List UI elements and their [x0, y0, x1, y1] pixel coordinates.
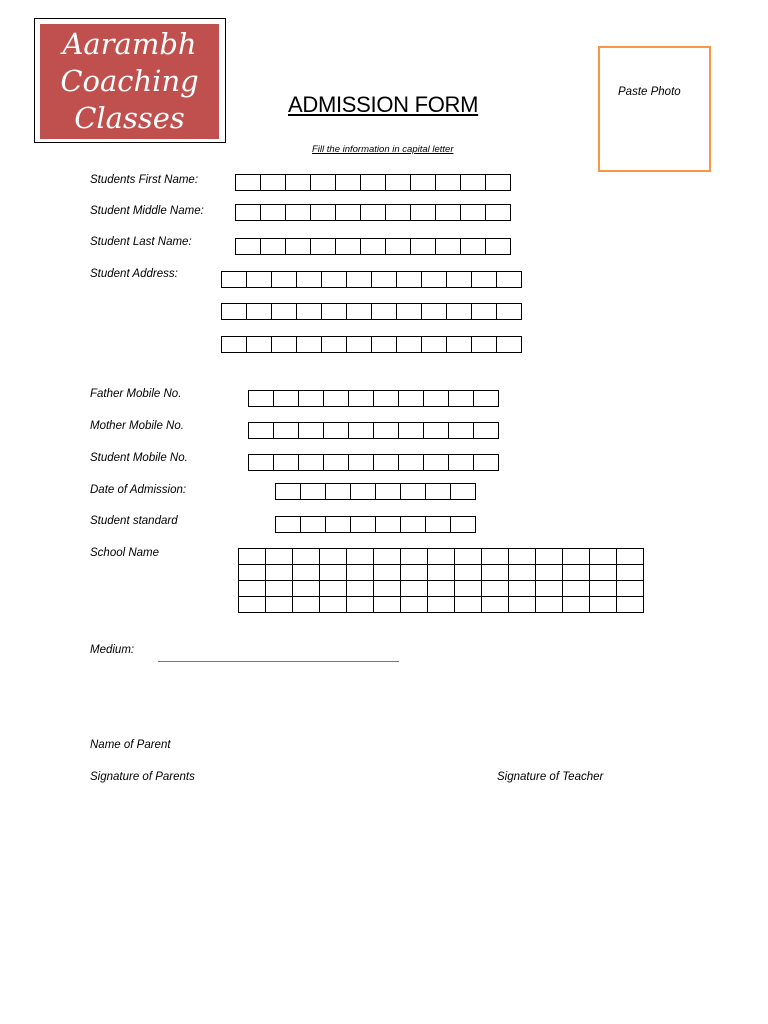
- char-box[interactable]: [373, 422, 399, 439]
- logo-line-2: Coaching: [60, 64, 199, 98]
- grid-cell[interactable]: [266, 597, 293, 613]
- char-box[interactable]: [485, 238, 511, 255]
- grid-cell[interactable]: [590, 549, 617, 565]
- char-box[interactable]: [371, 271, 397, 288]
- char-box[interactable]: [348, 422, 374, 439]
- char-box[interactable]: [421, 271, 447, 288]
- char-box[interactable]: [260, 174, 286, 191]
- char-box[interactable]: [496, 336, 522, 353]
- char-box[interactable]: [400, 483, 426, 500]
- school-name-label: School Name: [90, 547, 160, 559]
- char-box[interactable]: [435, 204, 461, 221]
- char-box[interactable]: [298, 422, 324, 439]
- char-box[interactable]: [373, 390, 399, 407]
- last-name-label: Student Last Name:: [90, 236, 192, 248]
- logo: [40, 24, 219, 139]
- first-name-label: Students First Name:: [90, 174, 199, 186]
- char-box[interactable]: [360, 238, 386, 255]
- address-label: Student Address:: [90, 268, 178, 280]
- char-box[interactable]: [346, 303, 372, 320]
- char-box[interactable]: [298, 454, 324, 471]
- char-box[interactable]: [298, 390, 324, 407]
- char-box[interactable]: [350, 483, 376, 500]
- grid-cell[interactable]: [320, 565, 347, 581]
- char-box[interactable]: [275, 483, 301, 500]
- grid-cell[interactable]: [320, 549, 347, 565]
- grid-cell[interactable]: [482, 549, 509, 565]
- grid-cell[interactable]: [320, 581, 347, 597]
- char-box[interactable]: [221, 336, 247, 353]
- char-box[interactable]: [346, 336, 372, 353]
- char-box[interactable]: [300, 483, 326, 500]
- grid-cell[interactable]: [401, 581, 428, 597]
- char-box[interactable]: [385, 204, 411, 221]
- char-box[interactable]: [300, 516, 326, 533]
- grid-cell[interactable]: [482, 597, 509, 613]
- grid-cell[interactable]: [347, 597, 374, 613]
- grid-cell[interactable]: [266, 565, 293, 581]
- grid-cell[interactable]: [401, 549, 428, 565]
- char-box[interactable]: [446, 303, 472, 320]
- char-box[interactable]: [423, 422, 449, 439]
- char-box[interactable]: [325, 516, 351, 533]
- char-box[interactable]: [271, 336, 297, 353]
- char-box[interactable]: [310, 174, 336, 191]
- last-name-boxes[interactable]: [235, 238, 511, 255]
- char-box[interactable]: [273, 390, 299, 407]
- grid-cell[interactable]: [347, 549, 374, 565]
- grid-cell[interactable]: [347, 565, 374, 581]
- char-box[interactable]: [385, 238, 411, 255]
- char-box[interactable]: [335, 204, 361, 221]
- logo-line-1: Aarambh: [62, 27, 197, 61]
- grid-cell[interactable]: [266, 549, 293, 565]
- logo-line-3: Classes: [74, 101, 185, 135]
- grid-cell[interactable]: [239, 549, 266, 565]
- char-box[interactable]: [248, 454, 274, 471]
- grid-cell[interactable]: [455, 565, 482, 581]
- char-box[interactable]: [485, 204, 511, 221]
- address-line-1-boxes[interactable]: [221, 271, 522, 288]
- char-box[interactable]: [221, 271, 247, 288]
- char-box[interactable]: [435, 174, 461, 191]
- char-box[interactable]: [485, 174, 511, 191]
- grid-cell[interactable]: [374, 581, 401, 597]
- char-box[interactable]: [296, 336, 322, 353]
- char-box[interactable]: [360, 204, 386, 221]
- student-mobile-label: Student Mobile No.: [90, 452, 188, 464]
- date-of-admission-label: Date of Admission:: [90, 484, 187, 496]
- form-instructions: Fill the information in capital letter: [312, 144, 454, 155]
- grid-cell[interactable]: [374, 597, 401, 613]
- grid-cell[interactable]: [428, 597, 455, 613]
- char-box[interactable]: [246, 303, 272, 320]
- char-box[interactable]: [471, 303, 497, 320]
- school-name-cells[interactable]: [239, 549, 644, 613]
- standard-boxes[interactable]: [275, 516, 476, 533]
- char-box[interactable]: [450, 483, 476, 500]
- char-box[interactable]: [460, 204, 486, 221]
- char-box[interactable]: [448, 390, 474, 407]
- char-box[interactable]: [346, 271, 372, 288]
- char-box[interactable]: [460, 174, 486, 191]
- char-box[interactable]: [323, 454, 349, 471]
- char-box[interactable]: [321, 336, 347, 353]
- char-box[interactable]: [260, 204, 286, 221]
- char-box[interactable]: [385, 174, 411, 191]
- school-name-grid[interactable]: [238, 548, 644, 613]
- char-box[interactable]: [323, 390, 349, 407]
- page-title: ADMISSION FORM: [288, 92, 479, 117]
- char-box[interactable]: [396, 336, 422, 353]
- grid-cell[interactable]: [509, 581, 536, 597]
- grid-cell[interactable]: [347, 581, 374, 597]
- grid-cell[interactable]: [536, 565, 563, 581]
- grid-cell[interactable]: [374, 565, 401, 581]
- grid-cell[interactable]: [509, 597, 536, 613]
- char-box[interactable]: [248, 390, 274, 407]
- char-box[interactable]: [450, 516, 476, 533]
- grid-cell[interactable]: [563, 581, 590, 597]
- grid-cell[interactable]: [617, 549, 644, 565]
- grid-cell[interactable]: [590, 581, 617, 597]
- char-box[interactable]: [473, 390, 499, 407]
- char-box[interactable]: [446, 336, 472, 353]
- medium-input-line[interactable]: [158, 661, 399, 662]
- char-box[interactable]: [335, 174, 361, 191]
- grid-cell[interactable]: [455, 581, 482, 597]
- photo-placeholder[interactable]: [598, 46, 711, 172]
- char-box[interactable]: [275, 516, 301, 533]
- char-box[interactable]: [296, 303, 322, 320]
- grid-cell[interactable]: [536, 581, 563, 597]
- char-box[interactable]: [398, 390, 424, 407]
- grid-cell[interactable]: [563, 549, 590, 565]
- char-box[interactable]: [235, 238, 261, 255]
- char-box[interactable]: [460, 238, 486, 255]
- char-box[interactable]: [285, 174, 311, 191]
- char-box[interactable]: [400, 516, 426, 533]
- grid-cell[interactable]: [536, 549, 563, 565]
- char-box[interactable]: [221, 303, 247, 320]
- char-box[interactable]: [371, 336, 397, 353]
- address-line-2-boxes[interactable]: [221, 303, 522, 320]
- grid-cell[interactable]: [293, 597, 320, 613]
- mother-mobile-boxes[interactable]: [248, 422, 499, 439]
- grid-cell[interactable]: [401, 565, 428, 581]
- char-box[interactable]: [246, 271, 272, 288]
- char-box[interactable]: [398, 422, 424, 439]
- char-box[interactable]: [473, 454, 499, 471]
- grid-cell[interactable]: [266, 581, 293, 597]
- student-mobile-boxes[interactable]: [248, 454, 499, 471]
- char-box[interactable]: [398, 454, 424, 471]
- char-box[interactable]: [348, 390, 374, 407]
- char-box[interactable]: [285, 204, 311, 221]
- char-box[interactable]: [396, 303, 422, 320]
- char-box[interactable]: [410, 238, 436, 255]
- grid-cell[interactable]: [239, 581, 266, 597]
- char-box[interactable]: [425, 516, 451, 533]
- char-box[interactable]: [410, 174, 436, 191]
- grid-cell[interactable]: [239, 597, 266, 613]
- char-box[interactable]: [373, 454, 399, 471]
- char-box[interactable]: [360, 174, 386, 191]
- grid-cell[interactable]: [401, 597, 428, 613]
- photo-label: Paste Photo: [618, 86, 681, 98]
- grid-cell[interactable]: [509, 549, 536, 565]
- char-box[interactable]: [325, 483, 351, 500]
- char-box[interactable]: [396, 271, 422, 288]
- char-box[interactable]: [421, 336, 447, 353]
- char-box[interactable]: [310, 238, 336, 255]
- grid-cell[interactable]: [455, 549, 482, 565]
- middle-name-label: Student Middle Name:: [90, 205, 204, 217]
- grid-cell[interactable]: [509, 565, 536, 581]
- address-line-3-boxes[interactable]: [221, 336, 522, 353]
- grid-cell[interactable]: [590, 565, 617, 581]
- char-box[interactable]: [235, 204, 261, 221]
- char-box[interactable]: [310, 204, 336, 221]
- signature-teacher-label: Signature of Teacher: [497, 771, 604, 783]
- char-box[interactable]: [285, 238, 311, 255]
- grid-cell[interactable]: [293, 565, 320, 581]
- grid-cell[interactable]: [482, 581, 509, 597]
- char-box[interactable]: [335, 238, 361, 255]
- char-box[interactable]: [375, 483, 401, 500]
- grid-cell[interactable]: [617, 581, 644, 597]
- grid-cell[interactable]: [428, 549, 455, 565]
- grid-cell[interactable]: [428, 581, 455, 597]
- char-box[interactable]: [421, 303, 447, 320]
- char-box[interactable]: [471, 271, 497, 288]
- grid-cell[interactable]: [428, 565, 455, 581]
- grid-cell[interactable]: [293, 581, 320, 597]
- father-mobile-boxes[interactable]: [248, 390, 499, 407]
- char-box[interactable]: [435, 238, 461, 255]
- grid-cell[interactable]: [482, 565, 509, 581]
- grid-cell[interactable]: [536, 597, 563, 613]
- medium-label: Medium:: [90, 644, 135, 656]
- char-box[interactable]: [273, 422, 299, 439]
- char-box[interactable]: [350, 516, 376, 533]
- grid-cell[interactable]: [563, 597, 590, 613]
- char-box[interactable]: [321, 271, 347, 288]
- grid-cell[interactable]: [320, 597, 347, 613]
- char-box[interactable]: [446, 271, 472, 288]
- signature-parents-label: Signature of Parents: [90, 771, 195, 783]
- char-box[interactable]: [448, 422, 474, 439]
- char-box[interactable]: [423, 454, 449, 471]
- char-box[interactable]: [248, 422, 274, 439]
- char-box[interactable]: [496, 271, 522, 288]
- father-mobile-label: Father Mobile No.: [90, 388, 182, 400]
- char-box[interactable]: [410, 204, 436, 221]
- date-of-admission-boxes[interactable]: [275, 483, 476, 500]
- char-box[interactable]: [448, 454, 474, 471]
- middle-name-boxes[interactable]: [235, 204, 511, 221]
- char-box[interactable]: [423, 390, 449, 407]
- grid-cell[interactable]: [293, 549, 320, 565]
- grid-cell[interactable]: [617, 597, 644, 613]
- char-box[interactable]: [235, 174, 261, 191]
- char-box[interactable]: [471, 336, 497, 353]
- grid-cell[interactable]: [617, 565, 644, 581]
- mother-mobile-label: Mother Mobile No.: [90, 420, 184, 432]
- char-box[interactable]: [375, 516, 401, 533]
- grid-cell[interactable]: [590, 597, 617, 613]
- char-box[interactable]: [271, 271, 297, 288]
- char-box[interactable]: [473, 422, 499, 439]
- char-box[interactable]: [296, 271, 322, 288]
- char-box[interactable]: [348, 454, 374, 471]
- first-name-boxes[interactable]: [235, 174, 511, 191]
- char-box[interactable]: [260, 238, 286, 255]
- grid-cell[interactable]: [374, 549, 401, 565]
- grid-cell[interactable]: [563, 565, 590, 581]
- name-of-parent-label: Name of Parent: [90, 739, 171, 751]
- char-box[interactable]: [496, 303, 522, 320]
- grid-cell[interactable]: [455, 597, 482, 613]
- char-box[interactable]: [371, 303, 397, 320]
- char-box[interactable]: [321, 303, 347, 320]
- char-box[interactable]: [425, 483, 451, 500]
- char-box[interactable]: [246, 336, 272, 353]
- grid-cell[interactable]: [239, 565, 266, 581]
- char-box[interactable]: [323, 422, 349, 439]
- char-box[interactable]: [271, 303, 297, 320]
- char-box[interactable]: [273, 454, 299, 471]
- standard-label: Student standard: [90, 515, 178, 527]
